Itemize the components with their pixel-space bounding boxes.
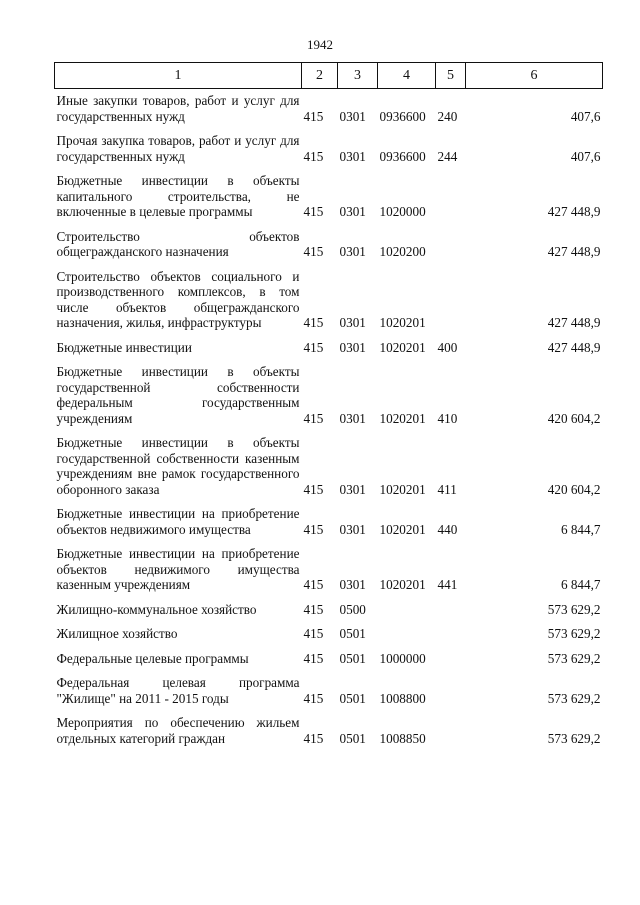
table-row [55, 647, 603, 672]
target-code: 1020201 [379, 577, 426, 592]
ministry-code: 415 [303, 108, 324, 124]
row-name: Бюджетные инвестиции в объекты капитального строительства, не включенные в целевые программы [56, 173, 300, 219]
target-code: 1020201 [379, 410, 426, 426]
expense-type-code: 244 [437, 148, 458, 164]
page-number: 1942 [307, 37, 333, 52]
expense-type-code: 441 [437, 577, 458, 592]
target-code: 0936600 [379, 108, 426, 124]
amount: 420 604,2 [547, 410, 601, 426]
ministry-code: 415 [303, 244, 324, 259]
header-row [55, 63, 603, 89]
ministry-code: 415 [303, 690, 324, 706]
column-header-5: 5 [436, 63, 466, 89]
target-code: 1020201 [379, 339, 426, 355]
section-code: 0501 [339, 650, 366, 666]
ministry-code: 415 [303, 730, 324, 746]
amount: 407,6 [570, 108, 601, 124]
row-name: Бюджетные инвестиции в объекты государственной собственности казенным учреждениям вне рамок государственного оборонного заказа [56, 435, 300, 497]
row-name: Бюджетные инвестиции [56, 339, 192, 355]
amount: 427 448,9 [547, 244, 601, 259]
row-name: Строительство объектов социального и производственного комплексов, в том числе объектов общегражданского назначения, жилья, инфраструктуры [56, 268, 300, 330]
column-header-4: 4 [378, 63, 436, 89]
table-row [55, 129, 603, 169]
section-code: 0301 [339, 148, 366, 164]
ministry-code: 415 [303, 650, 324, 666]
budget-table [54, 62, 603, 751]
ministry-code: 415 [303, 601, 324, 617]
table-row [55, 431, 603, 502]
amount: 573 629,2 [547, 690, 601, 706]
expense-type-code: 411 [437, 481, 457, 497]
amount: 573 629,2 [547, 650, 601, 666]
ministry-code: 415 [303, 148, 324, 164]
expense-type-code: 440 [437, 521, 458, 537]
expense-type-code: 240 [437, 108, 458, 124]
row-name: Бюджетные инвестиции на приобретение объектов недвижимого имущества казенным учреждениям [56, 546, 300, 592]
section-code: 0501 [339, 730, 366, 746]
column-header-3: 3 [338, 63, 378, 89]
section-code: 0301 [339, 108, 366, 124]
ministry-code: 415 [303, 481, 324, 497]
target-code: 1000000 [379, 650, 426, 666]
row-name: Бюджетные инвестиции в объекты государственной собственности федеральным государственным учреждениям [56, 364, 300, 426]
amount: 573 629,2 [547, 626, 601, 641]
amount: 420 604,2 [547, 481, 601, 497]
table-row [55, 89, 603, 130]
ministry-code: 415 [303, 410, 324, 426]
ministry-code: 415 [303, 339, 324, 355]
row-name: Жилищно-коммунальное хозяйство [56, 601, 257, 617]
section-code: 0301 [339, 410, 366, 426]
amount: 6 844,7 [560, 577, 601, 592]
column-header-2: 2 [302, 63, 338, 89]
target-code: 1020201 [379, 481, 426, 497]
section-code: 0301 [339, 521, 366, 537]
ministry-code: 415 [303, 626, 324, 641]
expense-type-code [436, 598, 466, 623]
expense-type-code [436, 711, 466, 751]
table-row [55, 169, 603, 225]
expense-type-code [436, 622, 466, 647]
expense-type-code: 400 [437, 339, 458, 355]
section-code: 0501 [339, 626, 366, 641]
section-code: 0301 [339, 204, 366, 219]
amount: 407,6 [570, 148, 601, 164]
target-code: 1008850 [379, 730, 426, 746]
row-name: Бюджетные инвестиции на приобретение объектов недвижимого имущества [56, 506, 300, 537]
ministry-code: 415 [303, 577, 324, 592]
column-header-1: 1 [55, 63, 302, 89]
section-code: 0301 [339, 481, 366, 497]
amount: 573 629,2 [547, 601, 601, 617]
amount: 427 448,9 [547, 339, 601, 355]
row-name: Прочая закупка товаров, работ и услуг для государственных нужд [56, 133, 300, 164]
table-row [55, 336, 603, 361]
target-code: 1008800 [379, 690, 426, 706]
amount: 6 844,7 [560, 521, 601, 537]
target-code: 0936600 [379, 148, 426, 164]
ministry-code: 415 [303, 521, 324, 537]
row-name: Иные закупки товаров, работ и услуг для государственных нужд [56, 93, 300, 124]
section-code: 0500 [339, 601, 366, 617]
table-row [55, 711, 603, 751]
expense-type-code [436, 671, 466, 711]
table-row [55, 671, 603, 711]
table-row [55, 542, 603, 598]
row-name: Федеральная целевая программа "Жилище" на 2011 - 2015 годы [56, 675, 300, 706]
section-code: 0301 [339, 244, 366, 259]
table-row [55, 622, 603, 647]
expense-type-code: 410 [437, 410, 458, 426]
section-code: 0301 [339, 339, 366, 355]
expense-type-code [436, 225, 466, 265]
table-row [55, 225, 603, 265]
amount: 427 448,9 [547, 315, 601, 330]
target-code: 1020200 [379, 244, 426, 259]
target-code: 1020000 [379, 204, 426, 219]
table-body [55, 89, 603, 752]
section-code: 0301 [339, 315, 366, 330]
row-name: Федеральные целевые программы [56, 650, 249, 666]
amount: 427 448,9 [547, 204, 601, 219]
expense-type-code [436, 265, 466, 336]
target-code [378, 622, 436, 647]
table-row [55, 265, 603, 336]
target-code [378, 598, 436, 623]
row-name: Строительство объектов общегражданского назначения [56, 228, 300, 259]
column-header-6: 6 [466, 63, 603, 89]
row-name: Мероприятия по обеспечению жильем отдельных категорий граждан [56, 715, 300, 746]
target-code: 1020201 [379, 315, 426, 330]
table-row [55, 360, 603, 431]
ministry-code: 415 [303, 204, 324, 219]
table-row [55, 598, 603, 623]
table-row [55, 502, 603, 542]
amount: 573 629,2 [547, 730, 601, 746]
section-code: 0301 [339, 577, 366, 592]
target-code: 1020201 [379, 521, 426, 537]
ministry-code: 415 [303, 315, 324, 330]
row-name: Жилищное хозяйство [56, 626, 178, 641]
table-header [55, 63, 603, 89]
section-code: 0501 [339, 690, 366, 706]
expense-type-code [436, 647, 466, 672]
expense-type-code [436, 169, 466, 225]
